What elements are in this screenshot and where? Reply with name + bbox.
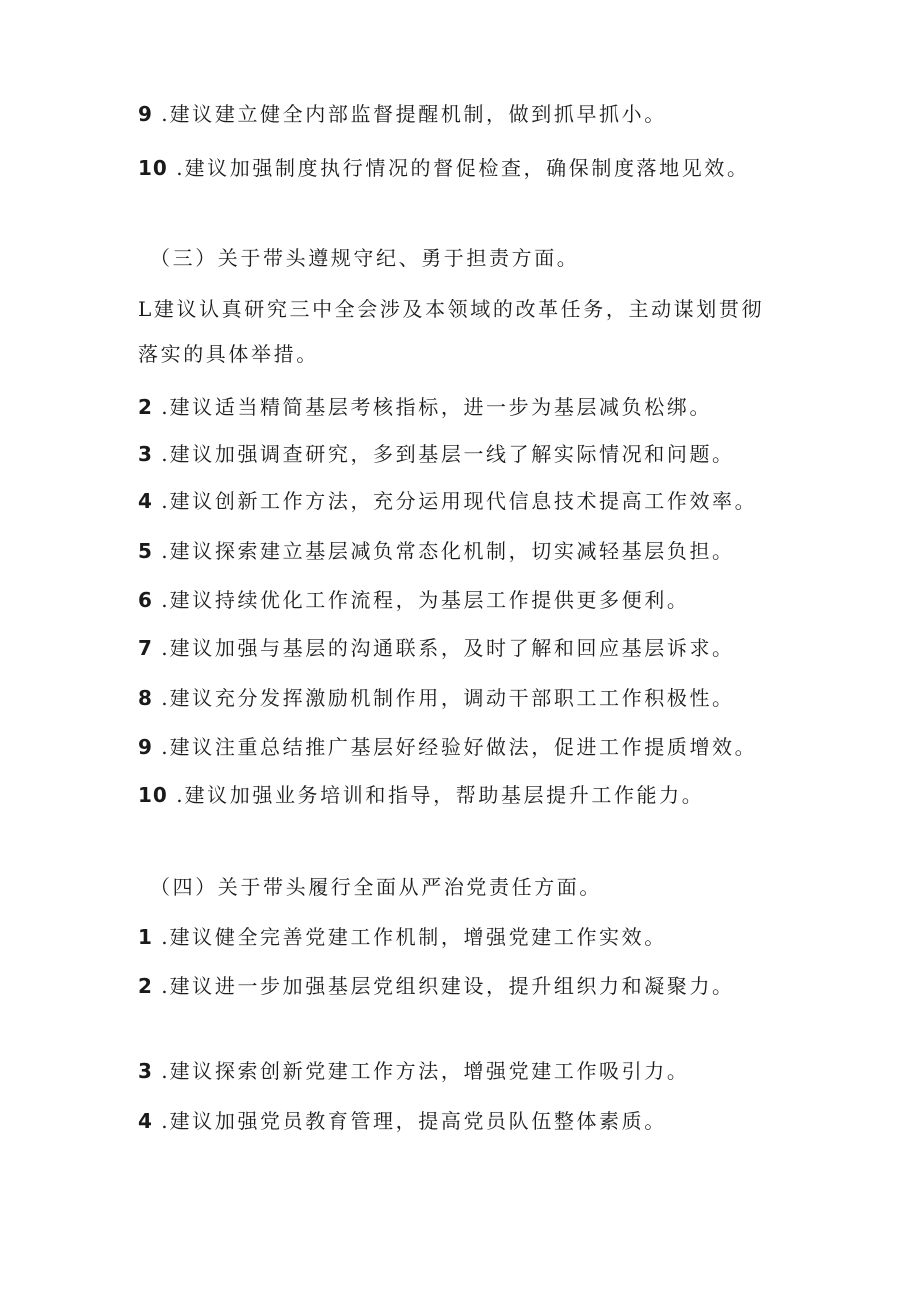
list-item-line: 落实的具体举措。 — [138, 342, 319, 366]
item-number: 5 — [138, 539, 153, 563]
item-separator: . — [152, 1059, 170, 1083]
item-number: 4 — [138, 1109, 153, 1133]
item-text: 建议创新工作方法，充分运用现代信息技术提高工作效率。 — [169, 489, 758, 513]
item-number: 2 — [138, 974, 153, 998]
list-item — [138, 586, 689, 614]
item-number: 8 — [138, 686, 153, 710]
item-separator: . — [152, 442, 170, 466]
list-item — [138, 487, 757, 515]
list-item — [138, 1107, 667, 1135]
list-item — [138, 781, 704, 809]
list-item-line: L建议认真研究三中全会涉及本领域的改革任务，主动谋划贯彻 — [138, 297, 765, 321]
item-separator: . — [152, 1109, 170, 1133]
section-heading: （三）关于带头遵规守纪、勇于担责方面。 — [150, 246, 580, 270]
item-text: 建议加强制度执行情况的督促检查，确保制度落地见效。 — [184, 156, 750, 180]
item-number: 4 — [138, 489, 153, 513]
item-separator: . — [152, 489, 170, 513]
item-text: 建议加强调查研究，多到基层一线了解实际情况和问题。 — [169, 442, 735, 466]
item-separator: . — [167, 783, 185, 807]
list-item — [138, 537, 735, 565]
list-item — [138, 1057, 689, 1085]
item-text: 建议健全完善党建工作机制，增强党建工作实效。 — [169, 925, 667, 949]
item-number: 1 — [138, 925, 153, 949]
item-separator: . — [152, 395, 170, 419]
item-number: 10 — [138, 783, 168, 807]
list-item — [138, 154, 750, 182]
item-text: 建议加强业务培训和指导，帮助基层提升工作能力。 — [184, 783, 705, 807]
item-separator: . — [152, 735, 170, 759]
list-item — [138, 634, 735, 662]
item-separator: . — [152, 974, 170, 998]
item-text: 建议持续优化工作流程，为基层工作提供更多便利。 — [169, 588, 690, 612]
list-item — [138, 733, 757, 761]
list-item — [138, 684, 735, 712]
list-item — [138, 393, 712, 421]
item-text: 建议建立健全内部监督提醒机制，做到抓早抓小。 — [169, 102, 667, 126]
item-text: 建议探索创新党建工作方法，增强党建工作吸引力。 — [169, 1059, 690, 1083]
item-text: 建议进一步加强基层党组织建设，提升组织力和凝聚力。 — [169, 974, 735, 998]
item-number: 3 — [138, 1059, 153, 1083]
item-separator: . — [152, 588, 170, 612]
section-heading: （四）关于带头履行全面从严治党责任方面。 — [150, 875, 602, 899]
item-text: 建议加强与基层的沟通联系，及时了解和回应基层诉求。 — [169, 636, 735, 660]
item-separator: . — [152, 102, 170, 126]
item-separator: . — [152, 686, 170, 710]
list-item — [138, 923, 667, 951]
list-item — [138, 100, 667, 128]
item-text: 建议探索建立基层减负常态化机制，切实减轻基层负担。 — [169, 539, 735, 563]
item-number: 10 — [138, 156, 168, 180]
item-text: 建议注重总结推广基层好经验好做法，促进工作提质增效。 — [169, 735, 758, 759]
item-text: 建议加强党员教育管理，提高党员队伍整体素质。 — [169, 1109, 667, 1133]
item-number: 9 — [138, 735, 153, 759]
list-item — [138, 440, 735, 468]
item-text: 建议充分发挥激励机制作用，调动干部职工工作积极性。 — [169, 686, 735, 710]
item-number: 2 — [138, 395, 153, 419]
item-separator: . — [152, 636, 170, 660]
item-number: 3 — [138, 442, 153, 466]
item-separator: . — [152, 539, 170, 563]
item-number: 6 — [138, 588, 153, 612]
item-number: 7 — [138, 636, 153, 660]
item-text: 建议适当精简基层考核指标，进一步为基层减负松绑。 — [169, 395, 713, 419]
item-separator: . — [152, 925, 170, 949]
list-item — [138, 972, 735, 1000]
item-separator: . — [167, 156, 185, 180]
item-number: 9 — [138, 102, 153, 126]
